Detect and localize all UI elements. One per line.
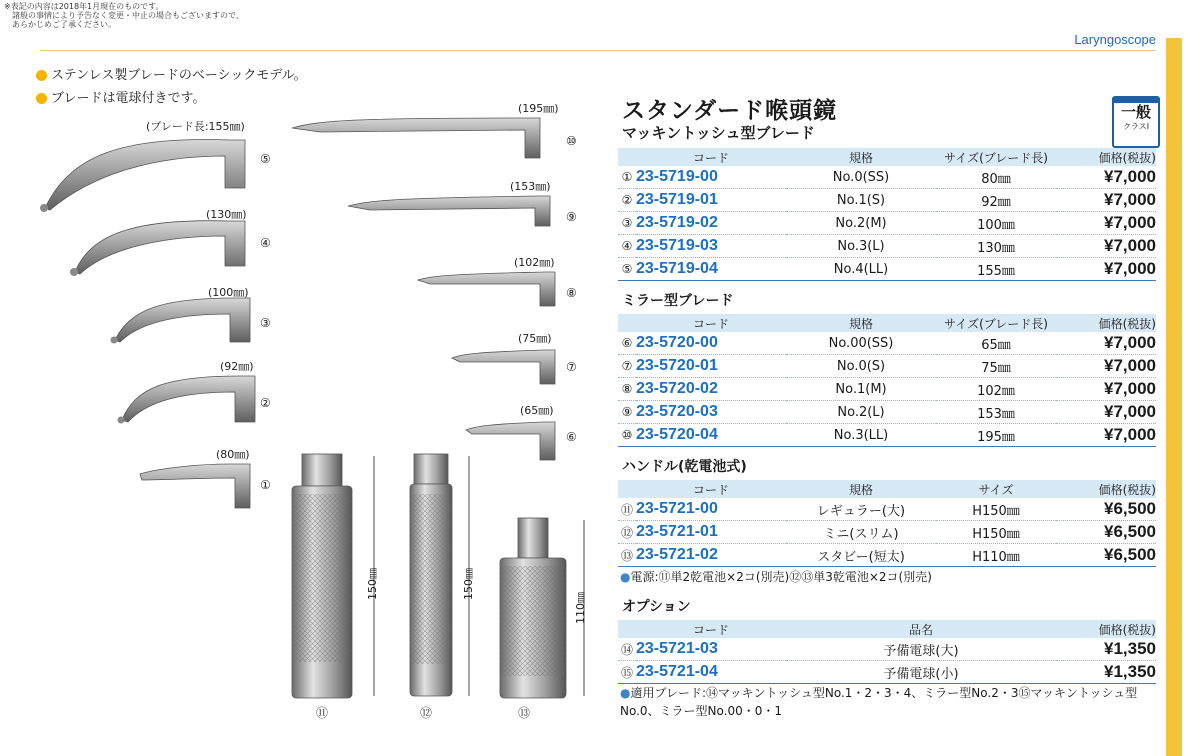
product-code: 23-5720-02 <box>636 378 786 401</box>
product-spec: No.2(L) <box>786 401 936 424</box>
mac-blade-5 <box>40 140 245 212</box>
miller-blade-8 <box>418 272 555 306</box>
table-header <box>618 314 1156 332</box>
product-spec: No.3(L) <box>786 235 936 258</box>
table-row <box>618 521 1156 544</box>
row-number: ⑮ <box>618 661 636 684</box>
header-price: 価格(税抜) <box>1056 480 1156 498</box>
header-price: 価格(税抜) <box>1056 620 1156 638</box>
miller-blade-6 <box>466 422 555 460</box>
row-number: ⑦ <box>618 355 636 378</box>
product-price: ¥7,000 <box>1056 332 1156 355</box>
product-size: 102㎜ <box>936 378 1056 401</box>
row-number: ⑤ <box>618 258 636 281</box>
row-number: ① <box>618 166 636 189</box>
table-row <box>618 378 1156 401</box>
category-label: Laryngoscope <box>1074 32 1156 47</box>
macintosh-section-title: マッキントッシュ型ブレード <box>622 124 815 142</box>
product-size: 153㎜ <box>936 401 1056 424</box>
header-code: コード <box>636 480 786 498</box>
product-price: ¥1,350 <box>1056 638 1156 661</box>
handle-section-title: ハンドル(乾電池式) <box>622 459 747 475</box>
product-price: ¥7,000 <box>1056 378 1156 401</box>
product-code: 23-5720-00 <box>636 332 786 355</box>
miller-num-6: ⑥ <box>566 430 577 444</box>
bullet-item: ステンレス製ブレードのベーシックモデル。 <box>36 64 307 87</box>
mac-blade-4 <box>70 221 245 276</box>
option-note: ●適用ブレード:⑭マッキントッシュ型No.1・2・3・4、ミラー型No.2・3⑮マッキントッシュ型 No.0、ミラー型No.00・0・1 <box>620 686 1138 718</box>
product-price: ¥7,000 <box>1056 212 1156 235</box>
class-badge-line2: クラスⅠ <box>1122 122 1150 131</box>
table-row <box>618 258 1156 281</box>
product-price: ¥7,000 <box>1056 424 1156 447</box>
mac-length-label-3: (100㎜) <box>208 286 249 299</box>
class-badge-line1: 一般 <box>1120 103 1151 121</box>
mac-length-label-2: (92㎜) <box>220 360 254 373</box>
handle-num-12: ⑫ <box>420 706 433 720</box>
mac-num-5: ⑤ <box>260 152 271 166</box>
header-price: 価格(税抜) <box>1056 314 1156 332</box>
row-number: ⑬ <box>618 544 636 567</box>
row-number: ⑨ <box>618 401 636 424</box>
mac-length-label-1: (80㎜) <box>216 448 250 461</box>
handle-table <box>618 480 1156 567</box>
product-size: 80㎜ <box>936 166 1056 189</box>
product-size: 155㎜ <box>936 258 1056 281</box>
product-code: 23-5719-01 <box>636 189 786 212</box>
table-header <box>618 148 1156 166</box>
product-size: H150㎜ <box>936 498 1056 521</box>
product-code: 23-5719-00 <box>636 166 786 189</box>
product-price: ¥7,000 <box>1056 401 1156 424</box>
product-size: H110㎜ <box>936 544 1056 567</box>
miller-length-label-8: (102㎜) <box>514 256 555 269</box>
product-price: ¥7,000 <box>1056 235 1156 258</box>
macintosh-table <box>618 148 1156 281</box>
table-row <box>618 189 1156 212</box>
product-code: 23-5720-04 <box>636 424 786 447</box>
product-spec: レギュラー(大) <box>786 498 936 521</box>
product-price: ¥6,500 <box>1056 544 1156 567</box>
product-code: 23-5719-02 <box>636 212 786 235</box>
product-spec: スタビー(短太) <box>786 544 936 567</box>
mac-num-1: ① <box>260 478 271 492</box>
header-price: 価格(税抜) <box>1056 148 1156 166</box>
product-size: 130㎜ <box>936 235 1056 258</box>
page-title: スタンダード喉頭鏡 <box>622 98 838 124</box>
miller-length-label-10: (195㎜) <box>518 102 559 115</box>
handle-height-label-13: 110㎜ <box>574 592 587 624</box>
header-code: コード <box>636 314 786 332</box>
product-code: 23-5721-01 <box>636 521 786 544</box>
miller-table <box>618 314 1156 447</box>
product-price: ¥7,000 <box>1056 258 1156 281</box>
product-code: 23-5719-03 <box>636 235 786 258</box>
miller-blade-10 <box>292 118 540 158</box>
product-price: ¥7,000 <box>1056 166 1156 189</box>
product-code: 23-5719-04 <box>636 258 786 281</box>
header-code: コード <box>636 620 786 638</box>
table-row <box>618 401 1156 424</box>
table-row <box>618 638 1156 661</box>
table-row <box>618 332 1156 355</box>
product-code: 23-5720-03 <box>636 401 786 424</box>
miller-length-label-9: (153㎜) <box>510 180 551 193</box>
mac-length-label-5: (ブレード長:155㎜) <box>146 120 245 133</box>
miller-num-9: ⑨ <box>566 210 577 224</box>
product-price: ¥7,000 <box>1056 355 1156 378</box>
side-accent-bar <box>1166 38 1182 756</box>
miller-length-label-7: (75㎜) <box>518 332 552 345</box>
table-row <box>618 355 1156 378</box>
row-number: ② <box>618 189 636 212</box>
product-name: 予備電球(小) <box>786 661 1056 684</box>
product-spec: No.1(M) <box>786 378 936 401</box>
mac-blade-1 <box>140 464 250 508</box>
table-row <box>618 498 1156 521</box>
bullet-item: ブレードは電球付きです。 <box>36 87 307 110</box>
product-code: 23-5721-02 <box>636 544 786 567</box>
row-number: ③ <box>618 212 636 235</box>
mac-blade-2 <box>118 376 256 424</box>
handle-12 <box>410 454 452 696</box>
miller-length-label-6: (65㎜) <box>520 404 554 417</box>
miller-num-7: ⑦ <box>566 360 577 374</box>
handle-note: ●電源:⑪単2乾電池×2コ(別売)⑫⑬単3乾電池×2コ(別売) <box>620 570 932 584</box>
mac-length-label-4: (130㎜) <box>206 208 247 221</box>
product-price: ¥1,350 <box>1056 661 1156 684</box>
product-code: 23-5720-01 <box>636 355 786 378</box>
table-row <box>618 166 1156 189</box>
miller-section-title: ミラー型ブレード <box>622 293 734 309</box>
handle-height-label-11: 150㎜ <box>366 568 379 600</box>
header-code: コード <box>636 148 786 166</box>
handle-num-11: ⑪ <box>316 706 329 720</box>
row-number: ⑪ <box>618 498 636 521</box>
product-code: 23-5721-04 <box>636 661 786 684</box>
handle-num-13: ⑬ <box>518 706 531 720</box>
product-size: 195㎜ <box>936 424 1056 447</box>
header-size: サイズ(ブレード長) <box>936 148 1056 166</box>
header-spec: 規格 <box>786 314 936 332</box>
product-size: 100㎜ <box>936 212 1056 235</box>
miller-blade-9 <box>348 196 550 226</box>
product-spec: ミニ(スリム) <box>786 521 936 544</box>
product-spec: No.00(SS) <box>786 332 936 355</box>
header-size: サイズ(ブレード長) <box>936 314 1056 332</box>
header-divider <box>40 50 1156 51</box>
product-name: 予備電球(大) <box>786 638 1056 661</box>
row-number: ⑫ <box>618 521 636 544</box>
miller-num-10: ⑩ <box>566 134 577 148</box>
product-spec: No.4(LL) <box>786 258 936 281</box>
product-code: 23-5721-03 <box>636 638 786 661</box>
row-number: ④ <box>618 235 636 258</box>
miller-blade-7 <box>452 350 555 384</box>
notice-text: ※表記の内容は2018年1月現在のものです。 諸般の事情により予告なく変更・中止の場合もございますので、 あらかじめご了承ください。 <box>4 2 244 29</box>
product-price: ¥6,500 <box>1056 498 1156 521</box>
table-header <box>618 480 1156 498</box>
row-number: ⑥ <box>618 332 636 355</box>
product-size: 65㎜ <box>936 332 1056 355</box>
header-spec: 規格 <box>786 480 936 498</box>
handle-11 <box>292 454 352 698</box>
table-row <box>618 424 1156 447</box>
header-spec: 規格 <box>786 148 936 166</box>
product-price: ¥6,500 <box>1056 521 1156 544</box>
product-size: H150㎜ <box>936 521 1056 544</box>
product-code: 23-5721-00 <box>636 498 786 521</box>
table-row <box>618 544 1156 567</box>
bullet-dot-icon <box>36 70 47 81</box>
table-row <box>618 212 1156 235</box>
product-price: ¥7,000 <box>1056 189 1156 212</box>
option-section-title: オプション <box>622 599 691 615</box>
row-number: ⑩ <box>618 424 636 447</box>
mac-num-3: ③ <box>260 316 271 330</box>
mac-num-2: ② <box>260 396 271 410</box>
option-table <box>618 620 1156 684</box>
product-size: 92㎜ <box>936 189 1056 212</box>
header-size: サイズ <box>936 480 1056 498</box>
mac-num-4: ④ <box>260 236 271 250</box>
product-spec: No.2(M) <box>786 212 936 235</box>
product-spec: No.1(S) <box>786 189 936 212</box>
handle-height-label-12: 150㎜ <box>462 568 475 600</box>
table-row <box>618 661 1156 684</box>
product-spec: No.3(LL) <box>786 424 936 447</box>
row-number: ⑭ <box>618 638 636 661</box>
product-spec: No.0(S) <box>786 355 936 378</box>
header-item: 品名 <box>786 620 1056 638</box>
table-header <box>618 620 1156 638</box>
mac-blade-3 <box>111 298 251 344</box>
class-badge <box>1112 96 1160 148</box>
handle-13 <box>500 518 566 698</box>
miller-num-8: ⑧ <box>566 286 577 300</box>
row-number: ⑧ <box>618 378 636 401</box>
product-spec: No.0(SS) <box>786 166 936 189</box>
table-row <box>618 235 1156 258</box>
product-size: 75㎜ <box>936 355 1056 378</box>
